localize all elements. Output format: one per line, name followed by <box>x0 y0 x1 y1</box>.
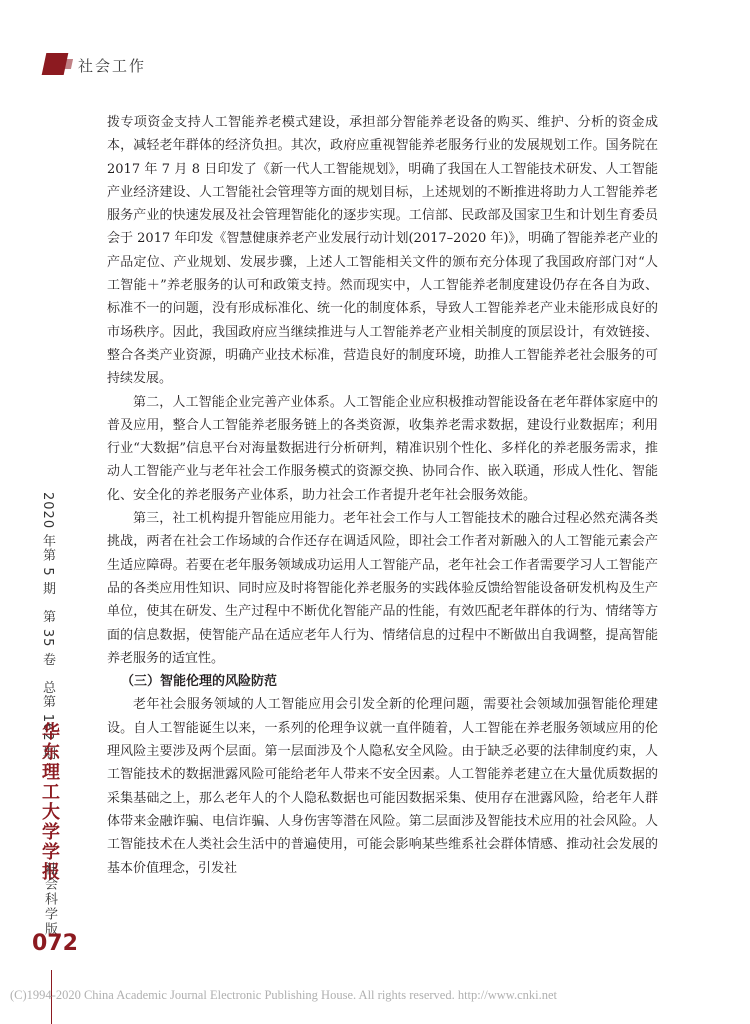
paragraph: 第三，社工机构提升智能应用能力。老年社会工作与人工智能技术的融合过程必然充满各类挑战，两者在社会工作场域的合作还存在调适风险，即社会工作者对新融入的人工智能元素会产生适应障碍。若要在老年服务领域成功运用人工智能产品，老年社会工作者需要学习人工智能产品的各类应用性知识、同时应及时将智能化养老服务的实践体验反馈给智能设备研发机构及生产单位，使其在研发、生产过程中不断优化智能产品的性能，有效匹配老年群体的行为、情绪等方面的信息数据，使智能产品在适应老年人行为、情绪信息的过程中不断做出自我调整，提高智能养老服务的适宜性。 <box>107 511 658 666</box>
page-number: 072 <box>32 931 78 956</box>
section-logo-mark <box>42 53 69 75</box>
section-title: 社会工作 <box>78 57 147 75</box>
paragraph: 拨专项资金支持人工智能养老模式建设，承担部分智能养老设备的购买、维护、分析的资金成本，减轻老年群体的经济负担。其次，政府应重视智能养老服务行业的发展规划工作。国务院在 2017 年 7 月 8 日印发了《新一代人工智能规划》，明确了我国在人工智能技术研发、人工智能产业经济建设、人工智能社会管理等方面的规划目标，上述规划的不断推进将助力人工智能养老服务产业的快速发展及社会管理智能化的逐步实现。工信部、民政部及国家卫生和计划生育委员会于 2017 年印发《智慧健康养老产业发展行动计划(2017–2020 年)》，明确了智能养老产业的产品定位、产业规划、发展步骤，上述人工智能相关文件的颁布充分体现了我国政府部门对“人工智能＋”养老服务的认可和政策支持。然而现实中，人工智能养老制度建设仍存在各自为政、标准不一的问题，没有形成标准化、统一化的制度体系，导致人工智能养老产业未能形成良好的市场秩序。因此，我国政府应当继续推进与人工智能养老产业相关制度的顶层设计，有效链接、整合各类产业资源，明确产业技术标准，营造良好的制度环境，助推人工智能养老社会服务的可持续发展。 <box>107 115 658 387</box>
journal-title: 华东理工大学学报 <box>39 722 60 882</box>
issue-info: 2020 年第 5 期 第 35 卷 总第 162 期 <box>40 492 55 761</box>
journal-section: 社会科学版 <box>42 862 57 937</box>
article-body <box>107 111 658 880</box>
paragraph: 第二，人工智能企业完善产业体系。人工智能企业应积极推动智能设备在老年群体家庭中的普及应用，整合人工智能养老服务链上的各类资源，收集养老需求数据，建设行业数据库；利用行业“大数据”信息平台对海量数据进行分析研判，精准识别个性化、多样化的养老服务需求，推动人工智能产业与老年社会工作服务模式的资源交换、协同合作、嵌入联通，形成人性化、智能化、安全化的养老服务产业体系，助力社会工作者提升老年社会服务效能。 <box>107 394 658 503</box>
paragraph: 老年社会服务领域的人工智能应用会引发全新的伦理问题，需要社会领域加强智能伦理建设。自人工智能诞生以来，一系列的伦理争议就一直伴随着，人工智能在养老服务领域应用的伦理风险主要涉及两个层面。第一层面涉及个人隐私安全风险。由于缺乏必要的法律制度约束，人工智能技术的数据泄露风险可能给老年人带来不安全因素。人工智能养老建立在大量优质数据的采集基础之上，那么老年人的个人隐私数据也可能因数据采集、使用存在泄露风险，给老年人群体带来金融诈骗、电信诈骗、人身伤害等潜在风险。第二层面涉及智能技术应用的社会风险。人工智能技术在人类社会生活中的普遍使用，可能会影响某些维系社会群体情感、推动社会发展的基本价值理念，引发社 <box>107 697 658 876</box>
subheading: （三）智能伦理的风险防范 <box>121 674 278 690</box>
copyright-footer: (C)1994-2020 China Academic Journal Electronic Publishing House. All rights reserved. http://www.cnki.net <box>10 988 558 1002</box>
